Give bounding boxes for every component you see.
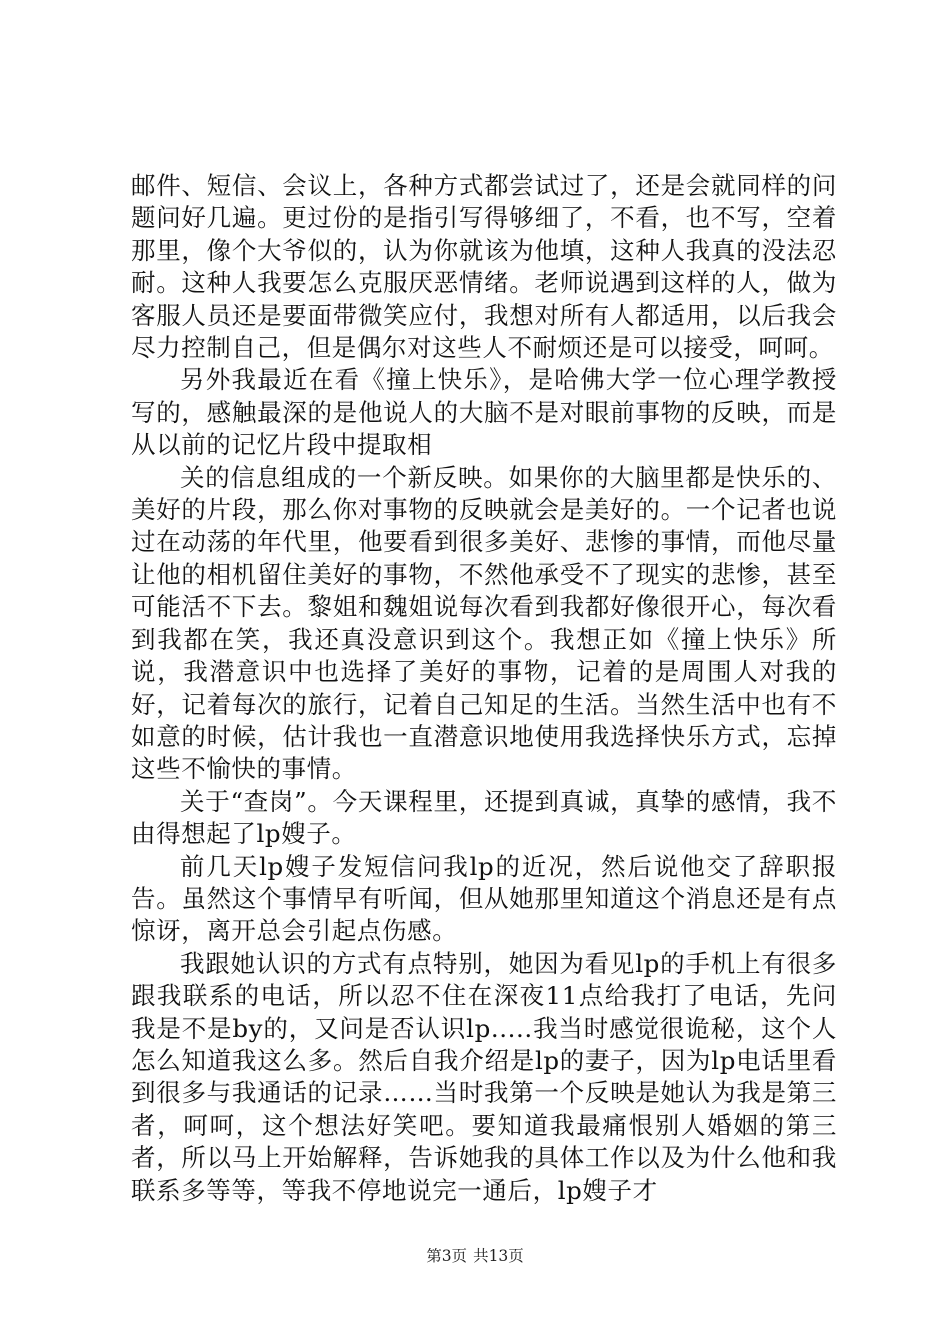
paragraph-5: 前几天lp嫂子发短信问我lp的近况，然后说他交了辞职报告。虽然这个事情早有听闻，但从她那里知道这个消息还是有点惊讶，离开总会引起点伤感。 bbox=[131, 851, 837, 946]
paragraph-3: 关的信息组成的一个新反映。如果你的大脑里都是快乐的、美好的片段，那么你对事物的反映就会是美好的。一个记者也说过在动荡的年代里，他要看到很多美好、悲惨的事情，而他尽量让他的相机留住美好的事物，不然他承受不了现实的悲惨，甚至可能活不下去。黎姐和魏姐说每次看到我都好像很开心，每次看到我都在笑，我还真没意识到这个。我想正如《撞上快乐》所说，我潜意识中也选择了美好的事物，记着的是周围人对我的好，记着每次的旅行，记着自己知足的生活。当然生活中也有不如意的时候，估计我也一直潜意识地使用我选择快乐方式，忘掉这些不愉快的事情。 bbox=[131, 462, 837, 784]
page-total: 共13页 bbox=[473, 1247, 524, 1265]
paragraph-6: 我跟她认识的方式有点特别，她因为看见lp的手机上有很多跟我联系的电话，所以忍不住在深夜11点给我打了电话，先问我是不是by的，又问是否认识lp.....我当时感觉很诡秘，这个人怎么知道我这么多。然后自我介绍是lp的妻子，因为lp电话里看到很多与我通话的记录……当时我第一个反映是她认为我是第三者，呵呵，这个想法好笑吧。要知道我最痛恨别人婚姻的第三者，所以马上开始解释，告诉她我的具体工作以及为什么他和我联系多等等，等我不停地说完一通后，lp嫂子才 bbox=[131, 948, 837, 1205]
page-number: 第3页 bbox=[426, 1247, 468, 1265]
paragraph-4: 关于“查岗”。今天课程里，还提到真诚，真挚的感情，我不由得想起了lp嫂子。 bbox=[131, 786, 837, 849]
paragraph-2: 另外我最近在看《撞上快乐》，是哈佛大学一位心理学教授写的，感触最深的是他说人的大脑不是对眼前事物的反映，而是从以前的记忆片段中提取相 bbox=[131, 365, 837, 460]
paragraph-1: 邮件、短信、会议上，各种方式都尝试过了，还是会就同样的问题问好几遍。更过份的是指引写得够细了，不看，也不写，空着那里，像个大爷似的，认为你就该为他填，这种人我真的没法忍耐。这种人我要怎么克服厌恶情绪。老师说遇到这样的人，做为客服人员还是要面带微笑应付，我想对所有人都适用，以后我会尽力控制自己，但是偶尔对这些人不耐烦还是可以接受，呵呵。 bbox=[131, 171, 837, 363]
page-footer bbox=[0, 1246, 950, 1266]
document-body bbox=[131, 170, 837, 1207]
